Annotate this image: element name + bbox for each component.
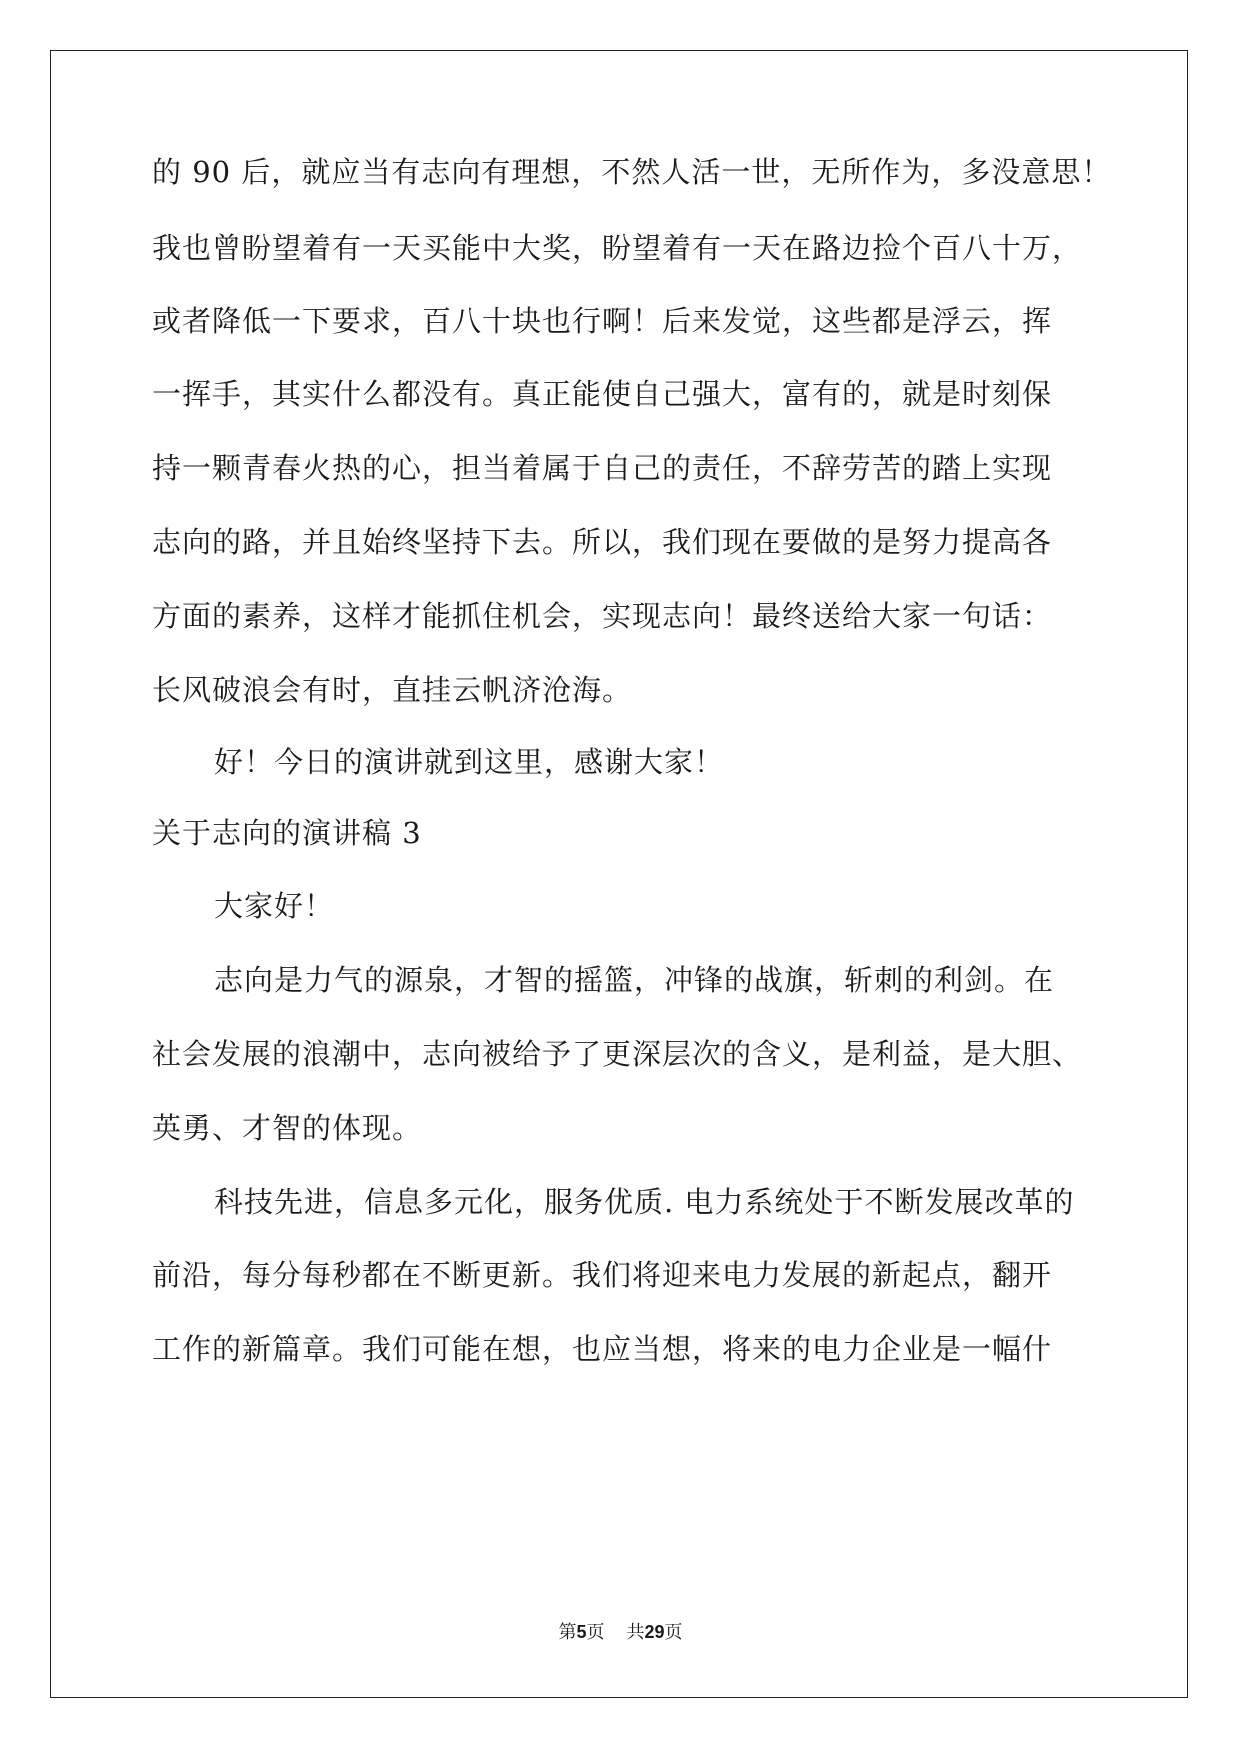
body-line-17: 工作的新篇章。我们可能在想，也应当想，将来的电力企业是一幅什 xyxy=(152,1332,1053,1366)
total-suffix: 页 xyxy=(664,1622,683,1643)
body-line-3: 或者降低一下要求，百八十块也行啊！后来发觉，这些都是浮云，挥 xyxy=(152,304,1053,338)
page-footer xyxy=(0,1620,1241,1645)
total-pages: 29 xyxy=(644,1622,665,1642)
body-line-14: 英勇、才智的体现。 xyxy=(152,1111,423,1145)
body-line-2: 我也曾盼望着有一天买能中大奖，盼望着有一天在路边捡个百八十万， xyxy=(152,231,1083,265)
page-number: 5 xyxy=(576,1622,587,1642)
body-line-7: 方面的素养，这样才能抓住机会，实现志向！最终送给大家一句话： xyxy=(152,599,1053,633)
closing-line: 好！今日的演讲就到这里，感谢大家！ xyxy=(214,745,725,779)
body-line-5: 持一颗青春火热的心，担当着属于自己的责任，不辞劳苦的踏上实现 xyxy=(152,451,1053,485)
section-title: 关于志向的演讲稿 3 xyxy=(152,816,422,850)
body-line-15: 科技先进，信息多元化，服务优质. 电力系统处于不断发展改革的 xyxy=(214,1185,1075,1219)
page-prefix: 第 xyxy=(558,1622,577,1643)
body-line-6: 志向的路，并且始终坚持下去。所以，我们现在要做的是努力提高各 xyxy=(152,525,1053,559)
page-suffix: 页 xyxy=(586,1622,605,1643)
body-line-13: 社会发展的浪潮中，志向被给予了更深层次的含义，是利益，是大胆、 xyxy=(152,1037,1083,1071)
page-border xyxy=(50,50,1188,1698)
body-line-8: 长风破浪会有时，直挂云帆济沧海。 xyxy=(152,673,633,707)
body-line-1: 的 90 后，就应当有志向有理想，不然人活一世，无所作为，多没意思！ xyxy=(152,155,1112,189)
body-line-4: 一挥手，其实什么都没有。真正能使自己强大，富有的，就是时刻保 xyxy=(152,377,1053,411)
body-line-12: 志向是力气的源泉，才智的摇篮，冲锋的战旗，斩刺的利剑。在 xyxy=(214,963,1055,997)
body-line-16: 前沿，每分每秒都在不断更新。我们将迎来电力发展的新起点，翻开 xyxy=(152,1258,1053,1292)
greeting-line: 大家好！ xyxy=(214,889,335,923)
total-prefix: 共 xyxy=(626,1622,645,1643)
